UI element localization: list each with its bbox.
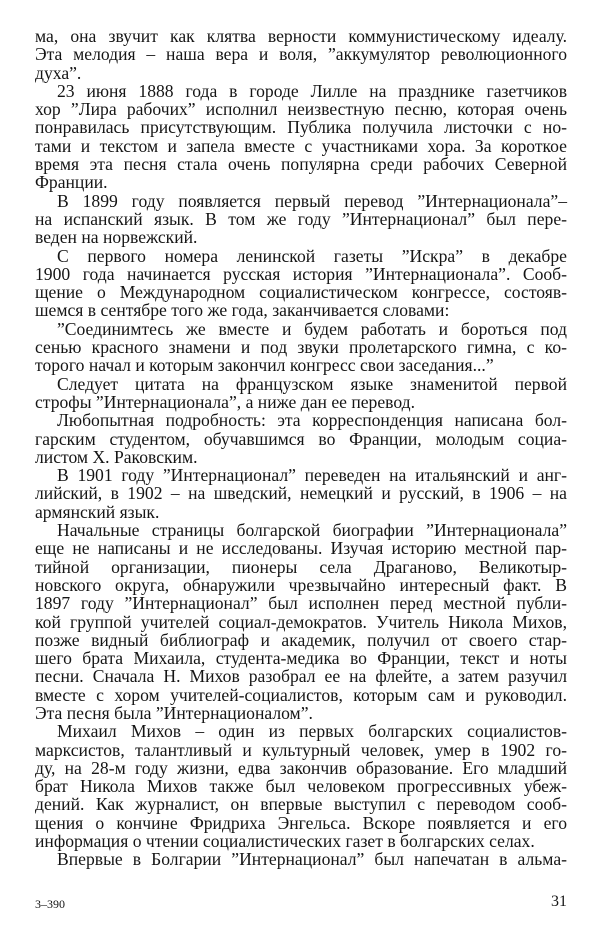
printer-signature: 3–390 <box>35 897 65 911</box>
text-line: В 1899 году появляется первый перевод ”Интернационала”– <box>57 190 567 211</box>
text-line: ма, она звучит как клятва верности коммунистическому идеалу. <box>35 26 567 46</box>
text-line: духа”. <box>35 62 82 83</box>
text-line: сенью красного знамени и под звуки пролетарского гимна, с ко- <box>35 337 567 358</box>
text-line: ”Соединимтесь же вместе и будем работать и бороться под <box>57 318 567 339</box>
text-line: листом Х. Раковским. <box>35 446 198 467</box>
text-line: веден на норвежский. <box>35 227 198 248</box>
text-line: хор ”Лира рабочих” исполнил неизвестную песню, которая очень <box>35 99 567 120</box>
text-line: Начальные страницы болгарской биографии ”Интернационала” <box>57 520 567 541</box>
text-line: тийной организации, пионеры села Драганово, Великотыр- <box>35 556 567 577</box>
text-line: Любопытная подробность: эта корреспонденция написана бол- <box>57 410 567 431</box>
text-line: 1900 года начинается русская история ”Интернационала”. Сооб- <box>35 263 567 284</box>
text-line: 1897 году ”Интернационал” был исполнен перед местной публи- <box>35 593 567 614</box>
text-line: дений. Как журналист, он впервые выступил с переводом сооб- <box>35 794 567 815</box>
text-line: на испанский язык. В том же году ”Интернационал” был пере- <box>35 208 567 229</box>
text-line: Впервые в Болгарии ”Интернационал” был напечатан в альма- <box>57 849 567 870</box>
text-line: торого начал и которым закончил конгресс свои заседания...” <box>35 355 494 376</box>
text-line: марксистов, талантливый и культурный человек, умер в 1902 го- <box>35 739 567 760</box>
text-line: лийский, в 1902 – на шведский, немецкий и русский, в 1906 – на <box>35 483 567 504</box>
text-line: Франции. <box>35 172 108 193</box>
text-line: время эта песня стала очень популярна среди рабочих Северной <box>35 154 567 175</box>
text-line: брат Никола Михов также был человеком прогрессивных убеж- <box>35 776 567 797</box>
text-line: новского округа, обнаружили чрезвычайно интересный факт. В <box>35 574 567 595</box>
text-line: щения о кончине Фридриха Энгельса. Вскоре появляется и его <box>35 812 567 833</box>
text-line: кой группой учителей социал-демократов. Учитель Никола Михов, <box>35 611 567 632</box>
text-line: С первого номера ленинской газеты ”Искра” в декабре <box>57 245 567 266</box>
text-line: В 1901 году ”Интернационал” переведен на итальянский и анг- <box>57 465 567 486</box>
page-number: 31 <box>551 893 567 910</box>
text-line: армянский язык. <box>35 501 160 522</box>
text-line: 23 июня 1888 года в городе Лилле на празднике газетчиков <box>57 80 567 101</box>
text-line: Эта мелодия – наша вера и воля, ”аккумулятор революционного <box>35 44 567 65</box>
text-line: Следует цитата на французском языке знаменитой первой <box>57 373 567 394</box>
text-line: щение о Международном социалистическом конгрессе, состояв- <box>35 282 567 303</box>
text-line: песни. Сначала Н. Михов разобрал ее на флейте, а затем разучил <box>35 666 567 687</box>
text-line: вместе с хором учителей-социалистов, которым сам и руководил. <box>35 684 567 705</box>
text-line: гарским студентом, обучавшимся во Франции, молодым социа- <box>35 428 567 449</box>
text-line: еще не написаны и не исследованы. Изучая историю местной пар- <box>35 538 567 559</box>
text-line: шего брата Михаила, студента-медика во Франции, текст и ноты <box>35 648 567 669</box>
text-line: понравилась присутствующим. Публика получила листочки с но- <box>35 117 567 138</box>
text-line: Михаил Михов – один из первых болгарских социалистов- <box>57 721 567 742</box>
text-line: информация о чтении социалистических газет в болгарских селах. <box>35 831 535 852</box>
text-line: тами и текстом и запела вместе с участниками хора. За короткое <box>35 135 567 156</box>
text-line: строфы ”Интернационала”, а ниже дан ее перевод. <box>35 391 415 412</box>
text-line: ду, на 28-м году жизни, едва закончив образование. Его младший <box>35 757 567 778</box>
body-text <box>35 27 567 869</box>
text-line: Эта песня была ”Интернационалом”. <box>35 702 313 723</box>
text-line: позже видный библиограф и академик, получил от своего стар- <box>35 629 567 650</box>
text-line: шемся в сентябре того же года, заканчивается словами: <box>35 300 450 321</box>
